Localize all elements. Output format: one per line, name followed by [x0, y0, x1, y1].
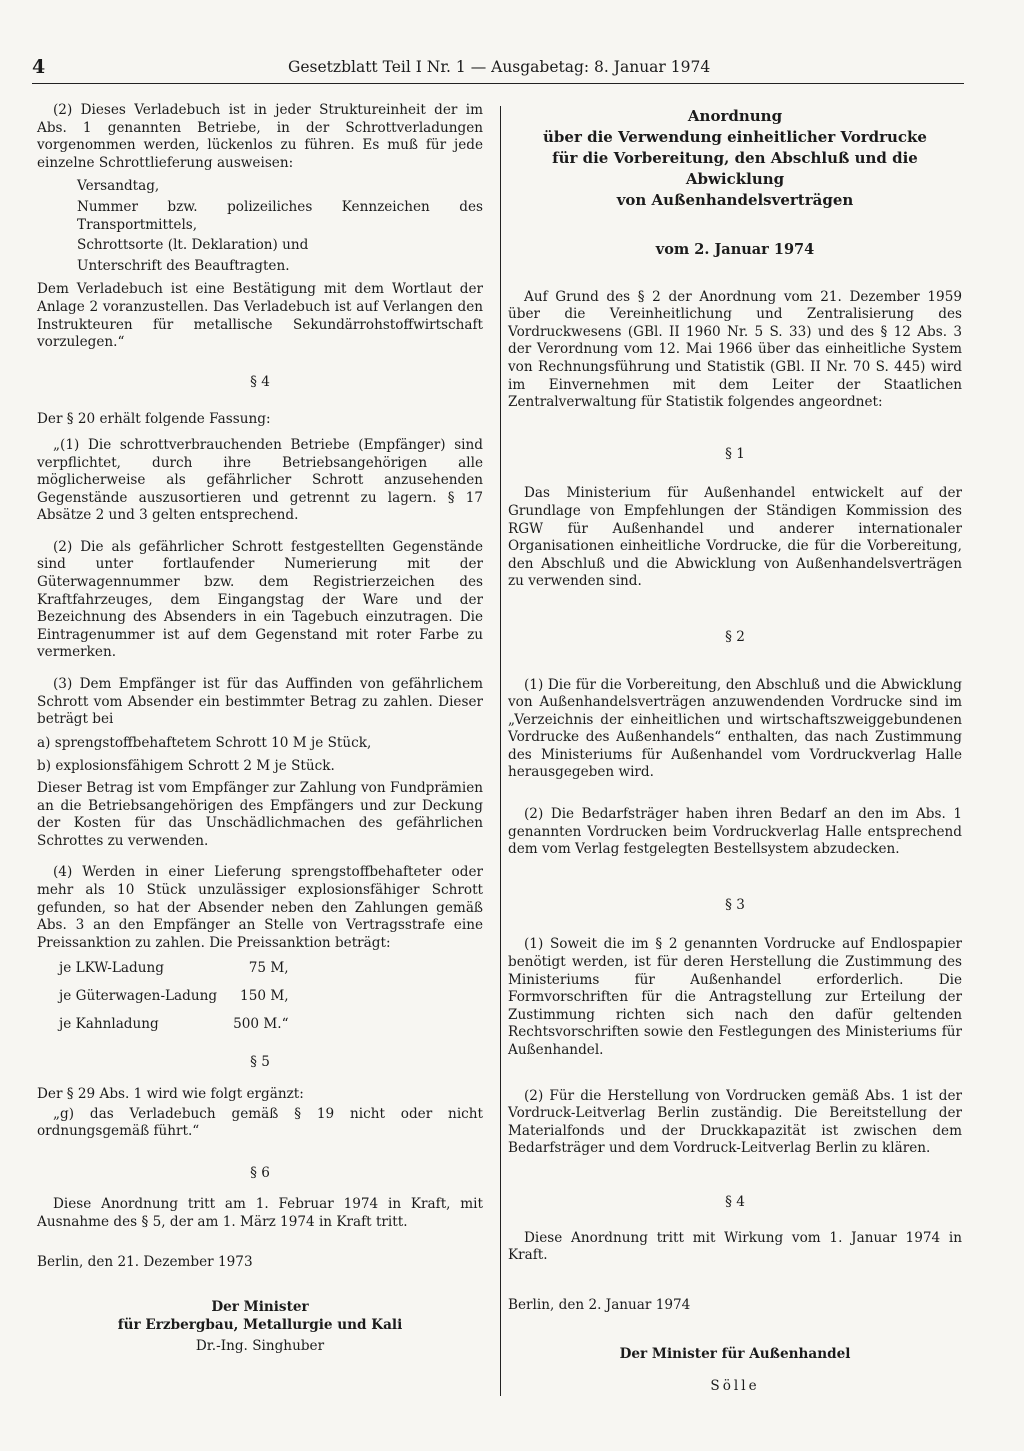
page-header [32, 56, 964, 78]
paragraph: Dem Verladebuch ist eine Bestätigung mit dem Wortlaut der Anlage 2 voranzustellen. Das Verladebuch ist auf Verlangen den Instrukteuren für metallische Sekundärrohstoffwirtschaft vorzulegen.“ [37, 281, 483, 351]
signature-name: Dr.-Ing. Singhuber [195, 1338, 325, 1355]
table-cell: je LKW-Ladung [59, 960, 164, 977]
list-item: Schrottsorte (lt. Deklaration) und [77, 237, 309, 254]
list-item: Nummer bzw. polizeiliches Kennzeichen des Transportmittels, [77, 198, 483, 233]
paragraph: (2) Dieses Verladebuch ist in jeder Struktureinheit der im Abs. 1 genannten Betriebe, in der Schrottverladungen vorgenommen werden, lückenlos zu führen. Es muß für jede einzelne Schrottlieferung ausweisen: [37, 102, 483, 171]
sanction-table [59, 960, 289, 1044]
section-heading: § 4 [725, 1193, 745, 1210]
header-title: Gesetzblatt Teil I Nr. 1 — Ausgabetag: 8. Januar 1974 [288, 58, 711, 76]
page-number: 4 [32, 56, 46, 78]
table-cell: 500 M.“ [233, 1016, 289, 1033]
date-line: Berlin, den 21. Dezember 1973 [37, 1253, 253, 1270]
list-item: a) sprengstoffbehaftetem Schrott 10 M je Stück, [37, 734, 372, 751]
section-heading: § 6 [250, 1164, 270, 1181]
column-divider [500, 106, 501, 1396]
date-line: Berlin, den 2. Januar 1974 [508, 1296, 691, 1313]
signature-title: Der Minister für Außenhandel [619, 1346, 851, 1363]
decree-date: vom 2. Januar 1974 [655, 241, 815, 258]
paragraph: (3) Dem Empfänger ist für das Auffinden von gefährlichem Schrott vom Absender ein bestimmter Betrag zu zahlen. Dieser beträgt bei [37, 676, 483, 728]
table-cell: je Kahnladung [59, 1016, 159, 1033]
paragraph: (2) Die Bedarfsträger haben ihren Bedarf an den im Abs. 1 genannten Vordrucken beim Vordruckverlag Halle entsprechend dem vom Verlag festgelegten Bestellsystem abzudecken. [508, 806, 962, 858]
right-column [508, 102, 962, 1396]
paragraph: Diese Anordnung tritt mit Wirkung vom 1. Januar 1974 in Kraft. [508, 1229, 962, 1264]
list-item: Versandtag, [77, 178, 160, 195]
paragraph: Das Ministerium für Außenhandel entwickelt auf der Grundlage von Empfehlungen der Ständigen Kommission des RGW für Außenhandel und anderer internationaler Organisationen einheitliche Vordrucke, die für die Vorbereitung, den Abschluß und die Abwicklung von Außenhandelsverträgen zu verwenden sind. [508, 485, 962, 590]
paragraph: „g) das Verladebuch gemäß § 19 nicht oder nicht ordnungsgemäß führt.“ [37, 1105, 483, 1140]
paragraph: (4) Werden in einer Lieferung sprengstoffbehafteter oder mehr als 10 Stück unzulässiger explosionsfähiger Schrott gefunden, so hat der Absender neben den Zahlungen gemäß Abs. 3 an den Empfänger an Stelle von Vertragsstrafe eine Preissanktion zu zahlen. Die Preissanktion beträgt: [37, 864, 483, 951]
paragraph: Auf Grund des § 2 der Anordnung vom 21. Dezember 1959 über die Vereinheitlichung und Zentralisierung des Vordruckwesens (GBl. II 1960 Nr. 5 S. 33) und des § 12 Abs. 3 der Verordnung vom 12. Mai 1966 über das einheitliche System von Rechnungsführung und Statistik (GBl. II Nr. 70 S. 445) wird im Einvernehmen mit dem Leiter der Staatlichen Zentralverwaltung für Statistik folgendes angeordnet: [508, 288, 962, 411]
title-line: über die Verwendung einheitlicher Vordrucke [543, 128, 927, 146]
section-heading: § 3 [725, 896, 745, 913]
table-cell: 75 M, [248, 960, 289, 977]
list-item: Unterschrift des Beauftragten. [77, 257, 290, 274]
section-heading: § 5 [250, 1054, 270, 1071]
title-line: für die Vorbereitung, den Abschluß und die Abwicklung [552, 149, 918, 188]
paragraph: „(1) Die schrottverbrauchenden Betriebe (Empfänger) sind verpflichtet, durch ihre Betriebsangehörigen alle möglicherweise als gefährlicher Schrott anzusehenden Gegenstände auszusortieren und getrennt zu lagern. § 17 Absätze 2 und 3 gelten entsprechend. [37, 436, 483, 524]
header-rule [32, 83, 964, 84]
table-row [59, 1016, 289, 1044]
signature-name: Sölle [710, 1377, 760, 1394]
list-item: b) explosionsfähigem Schrott 2 M je Stück. [37, 758, 335, 775]
title-line: von Außenhandelsverträgen [616, 191, 854, 209]
title-line: Anordnung [687, 107, 783, 125]
paragraph: Diese Anordnung tritt am 1. Februar 1974 in Kraft, mit Ausnahme des § 5, der am 1. März 1974 in Kraft tritt. [37, 1196, 483, 1230]
table-row [59, 960, 289, 988]
section-heading: § 1 [725, 445, 745, 462]
table-cell: 150 M, [240, 988, 289, 1005]
paragraph: Der § 20 erhält folgende Fassung: [37, 411, 271, 428]
left-column [37, 102, 483, 1356]
table-cell: je Güterwagen-Ladung [59, 988, 218, 1005]
signature-title: Der Minister [211, 1299, 309, 1316]
paragraph: (2) Für die Herstellung von Vordrucken gemäß Abs. 1 ist der Vordruck-Leitverlag Berlin zuständig. Die Bereitstellung der Materialfonds und der Druckkapazität ist zwischen dem Bedarfsträger und dem Vordruck-Leitverlag Berlin zu klären. [508, 1087, 962, 1157]
paragraph: Dieser Betrag ist vom Empfänger zur Zahlung von Fundprämien an die Betriebsangehörigen des Empfängers und zur Deckung der Kosten für das Unschädlichmachen des gefährlichen Schrottes zu verwenden. [37, 780, 483, 849]
decree-title [508, 106, 962, 211]
paragraph: (1) Soweit die im § 2 genannten Vordrucke auf Endlospapier benötigt werden, ist für deren Herstellung die Zustimmung des Ministeriums für Außenhandel erforderlich. Die Formvorschriften für die Antragstellung zur Erteilung der Zustimmung richten sich nach den dafür geltenden Rechtsvorschriften sowie den Festlegungen des Ministeriums für Außenhandel. [508, 936, 962, 1058]
paragraph: Der § 29 Abs. 1 wird wie folgt ergänzt: [37, 1085, 304, 1102]
section-heading: § 2 [725, 628, 745, 645]
paragraph: (1) Die für die Vorbereitung, den Abschluß und die Abwicklung von Außenhandelsverträgen anzuwendenden Vordrucke sind im „Verzeichnis der einheitlichen und wirtschaftszweiggebundenen Vordrucke des Außenhandels“ enthalten, das nach Zustimmung des Ministeriums für Außenhandel vom Vordruckverlag Halle herausgegeben wird. [508, 676, 962, 781]
paragraph: (2) Die als gefährlicher Schrott festgestellten Gegenstände sind unter fortlaufender Numerierung mit der Güterwagennummer bzw. dem Registrierzeichen des Kraftfahrzeuges, dem Eingangstag der Ware und der Bezeichnung des Absenders in ein Tagebuch einzutragen. Die Eintragenummer ist auf dem Gegenstand mit roter Farbe zu vermerken. [37, 538, 483, 661]
table-row [59, 988, 289, 1016]
section-heading: § 4 [250, 373, 270, 390]
shipment-field-list [37, 178, 483, 275]
signature-title: für Erzbergbau, Metallurgie und Kali [117, 1316, 403, 1333]
